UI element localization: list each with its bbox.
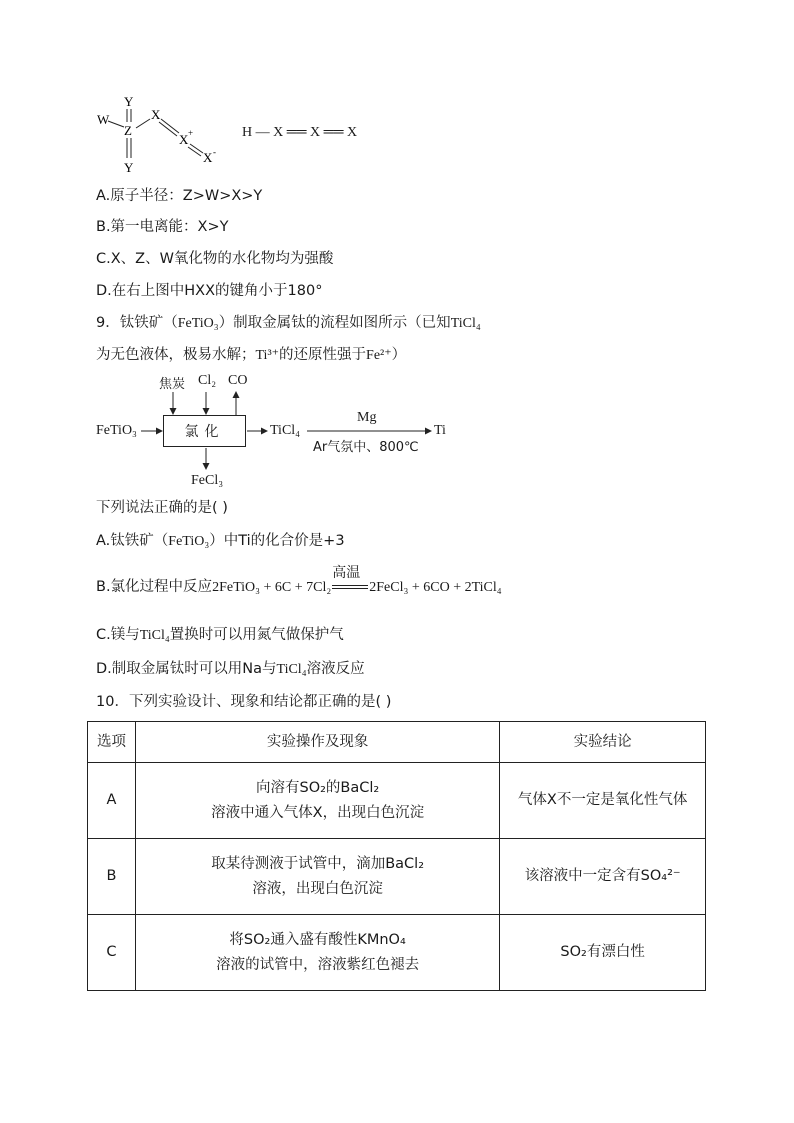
header-operation: 实验操作及现象 (135, 722, 499, 763)
cell-conclusion: SO₂有漂白性 (500, 915, 706, 991)
flow-arrow-bottom-condition: Ar气氛中、800℃ (313, 440, 419, 455)
formula-ticl4: TiCl₄ (450, 316, 481, 331)
table-header-row (88, 722, 706, 763)
q8-option-a: A.原子半径：Z>W>X>Y (96, 188, 263, 204)
q8-option-b: B.第一电离能：X>Y (96, 219, 229, 235)
cell-option: B (88, 839, 136, 915)
cell-conclusion: 气体X不一定是氧化性气体 (500, 763, 706, 839)
q9-stem-line2: 为无色液体，极易水解；Ti³⁺的还原性强于Fe²⁺） (96, 347, 407, 363)
table-row (88, 915, 706, 991)
q8-option-c: C.X、Z、W氧化物的水化物均为强酸 (96, 251, 334, 267)
q9-option-d: D.制取金属钛时可以用Na与TiCl₄溶液反应 (96, 661, 365, 677)
header-conclusion: 实验结论 (500, 722, 706, 763)
flow-output-fecl3: FeCl₃ (191, 473, 224, 488)
atom-y-top: Y (124, 94, 134, 109)
linear-molecule-hxxx: H — X ══ X ══ X (242, 125, 358, 140)
flow-box-chlorination: 氯化 (163, 415, 246, 447)
atom-x2: X (179, 132, 189, 147)
q10-stem: 10．下列实验设计、现象和结论都正确的是( ) (96, 694, 392, 710)
atom-x3: X (203, 150, 213, 165)
q9-stem-line1: 9．钛铁矿（FeTiO₃）制取金属钛的流程如图所示（已知TiCl₄ (96, 315, 481, 331)
cell-option: C (88, 915, 136, 991)
flow-left-fetio3: FeTiO₃ (96, 423, 137, 438)
flow-input-cl2: Cl₂ (198, 373, 217, 388)
q9-option-a: A.钛铁矿（FeTiO₃）中Ti的化合价是+3 (96, 533, 345, 549)
cell-conclusion: 该溶液中一定含有SO₄²⁻ (500, 839, 706, 915)
q9-option-b: B.氯化过程中反应2FeTiO₃ + 6C + 7Cl₂ 高温 2FeCl₃ + 6CO + 2TiCl₄ (96, 565, 502, 595)
formula-fetio3: FeTiO₃ (177, 316, 219, 331)
flow-mid-ticl4: TiCl₄ (270, 423, 301, 438)
flow-output-co: CO (228, 373, 248, 388)
cell-option: A (88, 763, 136, 839)
cell-operation: 取某待测液于试管中，滴加BaCl₂ 溶液，出现白色沉淀 (135, 839, 499, 915)
cell-operation: 向溶有SO₂的BaCl₂ 溶液中通入气体X，出现白色沉淀 (135, 763, 499, 839)
atom-y-bottom: Y (124, 160, 134, 175)
ion-fe2: Fe²⁺ (366, 348, 392, 363)
q8-option-d: D.在右上图中HXX的键角小于180° (96, 283, 323, 299)
equation-rhs: 2FeCl₃ + 6CO + 2TiCl₄ (369, 580, 502, 595)
atom-z: Z (124, 123, 132, 138)
q9-question: 下列说法正确的是( ) (96, 500, 228, 516)
flow-input-coke: 焦炭 (159, 377, 186, 392)
q10-table (87, 721, 706, 991)
table-row (88, 763, 706, 839)
equation-condition: 高温 (332, 565, 361, 581)
atom-w: W (97, 112, 110, 127)
atom-x2-charge: + (188, 128, 194, 138)
table-row (88, 839, 706, 915)
ion-ti3: Ti³⁺ (255, 348, 280, 363)
atom-x1: X (151, 107, 161, 122)
atom-x3-charge: - (213, 147, 216, 157)
header-option: 选项 (88, 722, 136, 763)
cell-operation: 将SO₂通入盛有酸性KMnO₄ 溶液的试管中，溶液紫红色褪去 (135, 915, 499, 991)
flow-arrow-top-mg: Mg (357, 410, 377, 425)
flow-output-ti: Ti (434, 423, 446, 438)
flow-arrows (0, 0, 794, 500)
equation-lhs: 2FeTiO₃ + 6C + 7Cl₂ (212, 580, 332, 595)
q9-option-c: C.镁与TiCl₄置换时可以用氮气做保护气 (96, 627, 344, 643)
